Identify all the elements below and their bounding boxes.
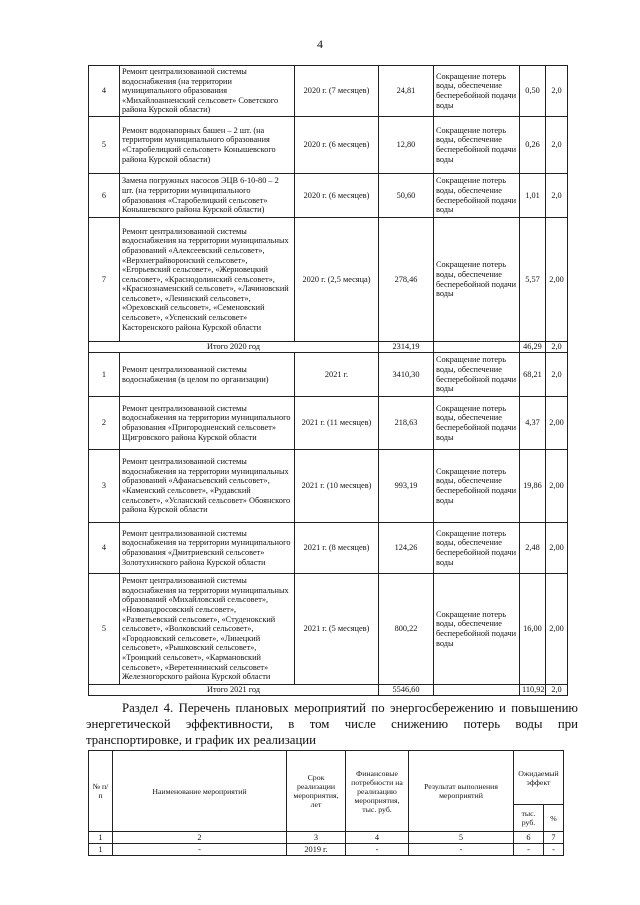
measure-result: Сокращение потерь воды, обеспечение бесперебойной подачи воды [434,574,520,685]
effect-percent: 2,0 [546,353,568,397]
total-row [89,342,568,353]
page-number: 4 [317,37,323,51]
measure-period: 2021 г. (11 месяцев) [295,397,379,450]
effect-percent: 2,00 [546,574,568,685]
table-row [89,66,568,117]
total-label: Итого 2021 год [89,685,379,696]
header-name: Наименование мероприятий [113,751,287,832]
row-number: 5 [89,574,120,685]
row-number: 2 [89,397,120,450]
measure-period: 2020 г. (6 месяцев) [295,174,379,218]
total-finance: 2314,19 [379,342,434,353]
measure-period: 2021 г. (10 месяцев) [295,450,379,523]
effect-thousand-rub: 4,37 [520,397,546,450]
total-row [89,685,568,696]
table-row [89,397,568,450]
effect-thousand-rub: 68,21 [520,353,546,397]
measure-period: 2021 г. (5 месяцев) [295,574,379,685]
total-effect-thousand: 110,92 [520,685,546,696]
measure-result: Сокращение потерь воды, обеспечение бесперебойной подачи воды [434,450,520,523]
row-number: 1 [89,353,120,397]
effect-thousand-rub: 5,57 [520,218,546,342]
effect-thousand-rub: 2,48 [520,523,546,574]
measure-result: Сокращение потерь воды, обеспечение бесперебойной подачи воды [434,218,520,342]
measure-period: 2020 г. (6 месяцев) [295,117,379,174]
table-row [89,574,568,685]
section-4-table [88,750,564,856]
measure-finance: 124,26 [379,523,434,574]
total-effect-thousand: 46,29 [520,342,546,353]
total-finance: 5546,60 [379,685,434,696]
header-effect: Ожидаемый эффект [514,751,564,805]
measure-name: Замена погружных насосов ЭЦВ 6-10-80 – 2 шт. (на территории муниципального образования «Старобелицкий сельсовет» Конышевского района Курской области) [120,174,295,218]
measure-result: Сокращение потерь воды, обеспечение бесперебойной подачи воды [434,397,520,450]
effect-thousand-rub: 1,01 [520,174,546,218]
measure-finance: 278,46 [379,218,434,342]
effect-percent: 2,00 [546,397,568,450]
effect-percent: 2,00 [546,450,568,523]
header-finance: Финансовые потребности на реализацию мероприятия, тыс. руб. [346,751,409,832]
table-row [89,523,568,574]
effect-percent: 2,0 [546,117,568,174]
table-row [89,174,568,218]
measure-finance: 50,60 [379,174,434,218]
effect-thousand-rub: 16,00 [520,574,546,685]
measure-finance: 3410,30 [379,353,434,397]
total-effect-percent: 2,0 [546,342,568,353]
header-eff-pct: % [544,805,564,832]
table-row [89,117,568,174]
row-number: 4 [89,66,120,117]
row-number: 4 [89,523,120,574]
measure-period: 2020 г. (2,5 месяца) [295,218,379,342]
row-number: 7 [89,218,120,342]
effect-percent: 2,00 [546,218,568,342]
header-result: Результат выполнения мероприятий [409,751,514,832]
effect-thousand-rub: 19,86 [520,450,546,523]
measure-period: 2021 г. [295,353,379,397]
measure-name: Ремонт централизованной системы водоснабжения на территории муниципального образования «Дмитриевский сельсовет» Золотухинского района Курской области [120,523,295,574]
measure-name: Ремонт централизованной системы водоснабжения на территории муниципальных образований «Афанасьевский сельсовет», «Каменский сельсовет», «Рудавский сельсовет», «Усланский сельсовет» Обоянского района Курской области [120,450,295,523]
measures-table-2020-2021 [88,65,568,696]
table-row: 1 - 2019 г. - - - - [89,844,564,856]
header-period: Срок реализации мероприятия, лет [287,751,346,832]
index-row: 1 2 3 4 5 6 7 [89,832,564,844]
total-label: Итого 2020 год [89,342,379,353]
measure-name: Ремонт водонапорных башен – 2 шт. (на территории муниципального образования «Старобелицкий сельсовет» Конышевского района Курской области) [120,117,295,174]
effect-thousand-rub: 0,26 [520,117,546,174]
row-number: 6 [89,174,120,218]
measure-result: Сокращение потерь воды, обеспечение бесперебойной подачи воды [434,523,520,574]
table-row [89,218,568,342]
measure-name: Ремонт централизованной системы водоснабжения (в целом по организации) [120,353,295,397]
measure-period: 2020 г. (7 месяцев) [295,66,379,117]
measure-result: Сокращение потерь воды, обеспечение бесперебойной подачи воды [434,353,520,397]
measure-name: Ремонт централизованной системы водоснабжения на территории муниципальных образований «Алексеевский сельсовет», «Верхнеграйворонский сельсовет», «Егорьевский сельсовет», «Жерновецкий сельсовет», «Краснодолинский сельсовет», «Краснознаменский сельсовет», «Лачиновский сельсовет», «Ленинский сельсовет», «Ореховский сельсовет», «Семеновский сельсовет», «Успенский сельсовет» Касторенского района Курской области [120,218,295,342]
total-effect-percent: 2,0 [546,685,568,696]
measure-finance: 800,22 [379,574,434,685]
measure-name: Ремонт централизованной системы водоснабжения на территории муниципального образования «Пригородненский сельсовет» Щигровского района Курской области [120,397,295,450]
measure-name: Ремонт централизованной системы водоснабжения (на территории муниципального образования «Михайлоанненский сельсовет» Советского района Курской области) [120,66,295,117]
measure-result: Сокращение потерь воды, обеспечение бесперебойной подачи воды [434,66,520,117]
table-row [89,450,568,523]
measure-finance: 12,80 [379,117,434,174]
effect-percent: 2,0 [546,66,568,117]
measure-finance: 24,81 [379,66,434,117]
measure-name: Ремонт централизованной системы водоснабжения на территории муниципальных образований «Михайловский сельсовет», «Новоандросовский сельсовет», «Разветьевский сельсовет», «Студенокский сельсовет», «Волковский сельсовет», «Городновский сельсовет», «Линецкий сельсовет», «Рышковский сельсовет», «Троицкий сельсовет», «Кармановский сельсовет», «Веретеннинский сельсовет» Железногорского района Курской области [120,574,295,685]
row-number: 3 [89,450,120,523]
total-result-empty [434,685,520,696]
measure-result: Сокращение потерь воды, обеспечение бесперебойной подачи воды [434,174,520,218]
header-num: № п/ п [89,751,113,832]
measure-period: 2021 г. (8 месяцев) [295,523,379,574]
effect-percent: 2,0 [546,174,568,218]
total-result-empty [434,342,520,353]
header-eff-thousand: тыс. руб. [514,805,544,832]
effect-thousand-rub: 0,50 [520,66,546,117]
section-4-heading: Раздел 4. Перечень плановых мероприятий по энергосбережению и повышению энергетической эффективности, в том числе снижению потерь воды при транспортировке, и график их реализации [86,701,578,747]
row-number: 5 [89,117,120,174]
effect-percent: 2,00 [546,523,568,574]
measure-result: Сокращение потерь воды, обеспечение бесперебойной подачи воды [434,117,520,174]
measure-finance: 993,19 [379,450,434,523]
table-row [89,353,568,397]
measure-finance: 218,63 [379,397,434,450]
